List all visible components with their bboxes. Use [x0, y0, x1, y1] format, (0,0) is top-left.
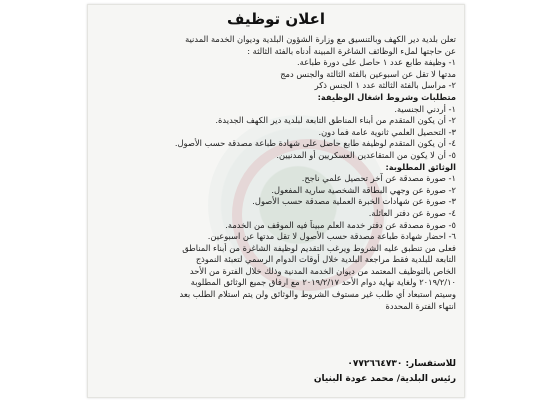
announcement-footer [96, 357, 456, 387]
body-line: ٥- صورة مصدقة عن دفتر خدمة العلم مبيناً فيه الموقف من الخدمة. [225, 219, 456, 230]
body-line: ٤- أن يكون المتقدم لوظيفة طابع حاصل على شهادة طباعة مصدقة حسب الأصول. [174, 138, 456, 149]
body-line: انتهاء الفترة المحددة [385, 300, 456, 311]
body-line: التابعة للبلدية فقط مراجعة البلدية خلال أوقات الدوام الرسمي لتعبئة النموذج [195, 254, 456, 265]
body-line: ٥- أن لا يكون من المتقاعدين العسكريين أو المدنيين. [276, 149, 456, 160]
section-heading: الوثائق المطلوبة: [385, 161, 456, 172]
body-line: فعلى من تنطبق عليه الشروط ويرغب التقديم لوظيفة الشاغرة من أبناء المناطق [182, 242, 456, 253]
announcement-body [96, 34, 456, 312]
contact-line: للاستفسار: ٠٧٧٢٦٦٤٧٣٠ [347, 359, 456, 369]
body-line: ٦- احضار شهادة طباعة مصدقة حسب الأصول لا تقل مدتها عن اسبوعين. [207, 231, 456, 242]
body-line: ١- وظيفة طابع عدد ١ حاصل على دورة طباعة. [297, 57, 456, 68]
body-line: ٣- صورة عن شهادات الخبرة العملية مصدقة حسب الأصول. [252, 196, 456, 207]
body-line: ١- صورة مصدقة عن آخر تحصيل علمي ناجح. [301, 173, 456, 184]
body-line: عن حاجتها لملء الوظائف الشاغرة المبينة أدناه بالفئة الثالثة : [247, 45, 456, 56]
body-line: ٢- مراسل بالفئة الثالثة عدد ١ الجنس ذكر [314, 80, 456, 91]
section-heading: متطلبات وشروط اشغال الوظيفة: [317, 91, 456, 102]
body-line: ٣- التحصيل العلمي ثانوية عامة فما دون. [318, 126, 456, 137]
body-line: مدتها لا تقل عن اسبوعين بالفئة الثالثة والجنس دمج [280, 68, 456, 79]
body-line: ٢- صورة عن وجهي البطاقة الشخصية سارية المفعول. [271, 184, 456, 195]
body-line: ٢٠١٩/٢/١٠ ولغاية نهاية دوام الأحد ٢٠١٩/٢/١٧ مع ارفاق جميع الوثائق المطلوبة [190, 277, 456, 288]
announcement-paper [87, 4, 465, 398]
body-line: ٢- أن يكون المتقدم من أبناء المناطق التابعة لبلدية دير الكهف الجديدة. [215, 115, 456, 126]
body-line: تعلن بلدية دير الكهف وبالتنسيق مع وزارة الشؤون البلدية وديوان الخدمة المدنية [185, 34, 456, 44]
body-line: ٤- صورة عن دفتر العائلة. [368, 207, 456, 218]
body-line: ١- أردني الجنسية. [394, 103, 456, 114]
body-line: الخاص بالتوظيف المعتمد من ديوان الخدمة المدنية وذلك خلال الفترة من الأحد [189, 265, 456, 276]
announcement-title: اعلان توظيف [227, 10, 325, 28]
body-line: وسيتم استبعاد أي طلب غير مستوف الشروط والوثائق ولن يتم استلام الطلب بعد [179, 289, 456, 300]
mayor-signature-line: رئيس البلدية/ محمد عودة البنيان [313, 374, 456, 384]
